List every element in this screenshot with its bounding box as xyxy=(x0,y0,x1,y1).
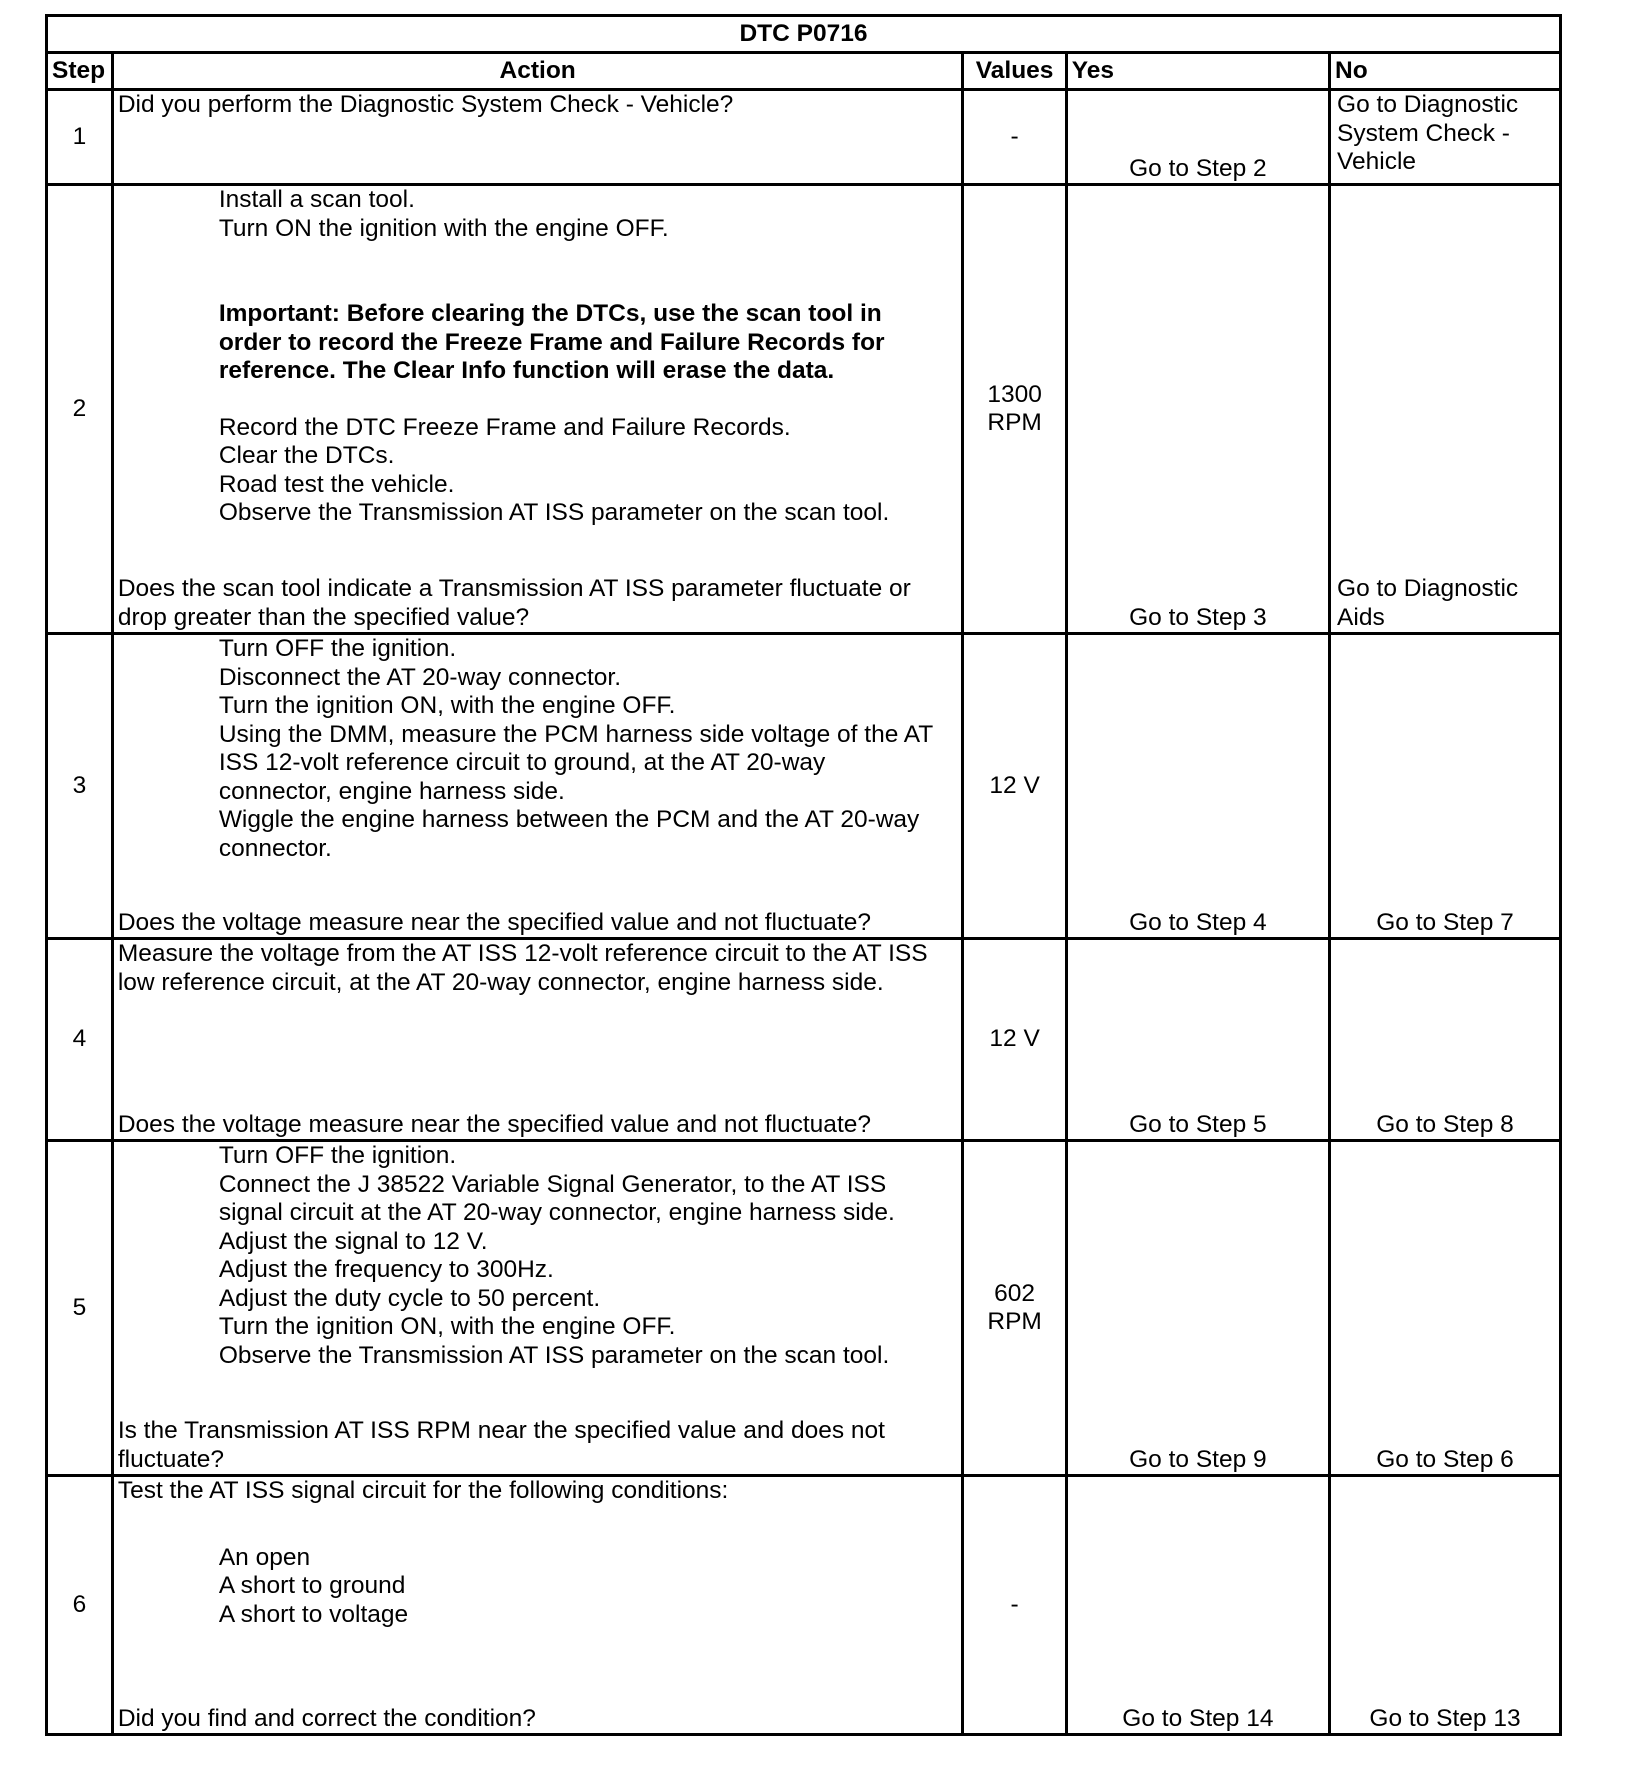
table-row xyxy=(47,90,1561,185)
action-steps xyxy=(118,414,958,528)
header-action: Action xyxy=(112,53,963,90)
action-line: Measure the voltage from the AT ISS 12-volt reference circuit to the AT ISS xyxy=(117,940,928,967)
question-line: Does the voltage measure near the specified value and not fluctuate? xyxy=(117,1110,871,1138)
action-line: signal circuit at the AT 20-way connector, engine harness side. xyxy=(218,1199,895,1226)
yes-link[interactable]: Go to Step 5 xyxy=(1129,1110,1267,1138)
condition-item: An open xyxy=(218,1543,311,1571)
question-text xyxy=(118,1417,958,1474)
header-yes: Yes xyxy=(1066,53,1329,90)
question-line: fluctuate? xyxy=(117,1445,225,1473)
condition-item: A short to ground xyxy=(218,1572,406,1599)
action-line: connector, engine harness side. xyxy=(218,777,565,805)
yes-cell xyxy=(1066,939,1329,1141)
action-line: Install a scan tool. xyxy=(218,186,415,213)
question-line: Does the voltage measure near the specified value and not fluctuate? xyxy=(117,908,871,936)
step-number: 4 xyxy=(47,939,113,1141)
action-line: low reference circuit, at the AT 20-way connector, engine harness side. xyxy=(117,968,884,996)
action-line: Wiggle the engine harness between the PCM and the AT 20-way xyxy=(218,806,920,833)
action-cell xyxy=(112,185,963,634)
step-number: 2 xyxy=(47,185,113,634)
action-line: Test the AT ISS signal circuit for the following conditions: xyxy=(117,1477,729,1504)
question-line: Is the Transmission AT ISS RPM near the specified value and does not xyxy=(117,1417,885,1444)
values-cell xyxy=(963,634,1066,939)
no-link-line: Go to Diagnostic xyxy=(1337,91,1519,118)
question-line: drop greater than the specified value? xyxy=(117,603,530,631)
yes-cell xyxy=(1066,90,1329,185)
yes-cell xyxy=(1066,1476,1329,1735)
header-no: No xyxy=(1330,53,1561,90)
yes-cell xyxy=(1066,634,1329,939)
table-row xyxy=(47,1476,1561,1735)
table-row xyxy=(47,634,1561,939)
step-number: 1 xyxy=(47,90,113,185)
no-cell xyxy=(1330,634,1561,939)
no-link-line: Go to Diagnostic xyxy=(1337,575,1519,602)
value-text: 1300 xyxy=(987,380,1042,408)
action-line: ISS 12-volt reference circuit to ground, at the AT 20-way xyxy=(218,749,826,776)
table-title: DTC P0716 xyxy=(47,16,1561,53)
question-line: Does the scan tool indicate a Transmission AT ISS parameter fluctuate or xyxy=(117,575,911,602)
no-link[interactable]: Go to Step 7 xyxy=(1376,908,1514,936)
question-text xyxy=(118,1705,958,1734)
value-text: 12 V xyxy=(989,1025,1040,1053)
value-text: - xyxy=(1010,1590,1019,1618)
yes-cell xyxy=(1066,185,1329,634)
question-text: Did you perform the Diagnostic System Check - Vehicle? xyxy=(117,91,734,118)
no-link[interactable]: Go to Step 8 xyxy=(1376,1110,1514,1138)
value-text: 602 xyxy=(994,1279,1036,1307)
values-cell xyxy=(963,90,1066,185)
action-line: Connect the J 38522 Variable Signal Generator, to the AT ISS xyxy=(218,1170,887,1198)
table-row xyxy=(47,1141,1561,1476)
table-row xyxy=(47,939,1561,1141)
important-note xyxy=(118,300,958,386)
action-steps xyxy=(118,186,958,243)
value-text: 12 V xyxy=(989,771,1040,799)
yes-link[interactable]: Go to Step 14 xyxy=(1122,1704,1274,1732)
action-cell xyxy=(112,634,963,939)
action-line: Observe the Transmission AT ISS parameter on the scan tool. xyxy=(218,499,890,526)
diagnostic-table-sheet xyxy=(45,14,1562,1760)
no-cell xyxy=(1330,185,1561,634)
action-line: connector. xyxy=(218,834,332,862)
yes-link[interactable]: Go to Step 4 xyxy=(1129,908,1267,936)
action-line: Turn OFF the ignition. xyxy=(218,635,457,662)
values-cell xyxy=(963,1141,1066,1476)
action-line: Using the DMM, measure the PCM harness side voltage of the AT xyxy=(218,720,934,748)
no-link[interactable] xyxy=(1337,575,1555,632)
no-cell xyxy=(1330,939,1561,1141)
action-line: Road test the vehicle. xyxy=(218,470,455,498)
action-steps xyxy=(118,1142,958,1370)
action-line: Adjust the frequency to 300Hz. xyxy=(218,1256,554,1283)
action-cell xyxy=(112,1476,963,1735)
action-line: Adjust the duty cycle to 50 percent. xyxy=(218,1284,601,1312)
action-cell xyxy=(112,1141,963,1476)
yes-link[interactable]: Go to Step 2 xyxy=(1129,154,1267,182)
action-cell xyxy=(112,939,963,1141)
action-line: Turn ON the ignition with the engine OFF. xyxy=(218,214,669,242)
action-line: Record the DTC Freeze Frame and Failure Records. xyxy=(218,413,791,441)
action-steps xyxy=(118,635,958,863)
question-text xyxy=(118,575,958,632)
value-unit: RPM xyxy=(987,409,1042,436)
question-line: Did you find and correct the condition? xyxy=(117,1704,536,1732)
no-link[interactable]: Go to Step 13 xyxy=(1369,1704,1521,1732)
table-row xyxy=(47,185,1561,634)
values-cell xyxy=(963,939,1066,1141)
values-cell xyxy=(963,185,1066,634)
action-line: Clear the DTCs. xyxy=(218,442,395,469)
yes-cell xyxy=(1066,1141,1329,1476)
question-text xyxy=(118,1111,958,1140)
yes-link[interactable]: Go to Step 9 xyxy=(1129,1445,1267,1473)
action-line: Turn the ignition ON, with the engine OFF. xyxy=(218,1313,676,1340)
important-line: order to record the Freeze Frame and Failure Records for xyxy=(218,328,885,356)
action-line: Observe the Transmission AT ISS parameter on the scan tool. xyxy=(218,1341,890,1369)
action-line: Adjust the signal to 12 V. xyxy=(218,1227,488,1255)
diagnostic-table xyxy=(45,14,1562,1736)
condition-list xyxy=(118,1544,958,1630)
header-step: Step xyxy=(47,53,113,90)
no-link-line: System Check - xyxy=(1337,119,1510,147)
step-number: 3 xyxy=(47,634,113,939)
action-line: Turn the ignition ON, with the engine OFF. xyxy=(218,692,676,719)
action-intro xyxy=(118,940,958,997)
step-number: 6 xyxy=(47,1476,113,1735)
important-line: reference. The Clear Info function will erase the data. xyxy=(218,357,835,384)
no-cell xyxy=(1330,1141,1561,1476)
condition-item: A short to voltage xyxy=(218,1600,409,1628)
no-cell xyxy=(1330,1476,1561,1735)
values-cell xyxy=(963,1476,1066,1735)
action-line: Turn OFF the ignition. xyxy=(218,1142,457,1169)
question-text xyxy=(118,909,958,938)
action-line: Disconnect the AT 20-way connector. xyxy=(218,663,622,691)
action-cell xyxy=(112,90,963,185)
important-line: Important: Before clearing the DTCs, use the scan tool in xyxy=(218,300,882,327)
no-link[interactable]: Go to Step 6 xyxy=(1376,1445,1514,1473)
value-unit: RPM xyxy=(987,1308,1042,1335)
no-link[interactable] xyxy=(1337,91,1555,177)
header-values: Values xyxy=(963,53,1066,90)
no-link-line: Vehicle xyxy=(1337,148,1417,175)
no-cell xyxy=(1330,90,1561,185)
value-text: - xyxy=(1010,122,1019,150)
yes-link[interactable]: Go to Step 3 xyxy=(1129,603,1267,631)
no-link-line: Aids xyxy=(1337,603,1385,631)
step-number: 5 xyxy=(47,1141,113,1476)
